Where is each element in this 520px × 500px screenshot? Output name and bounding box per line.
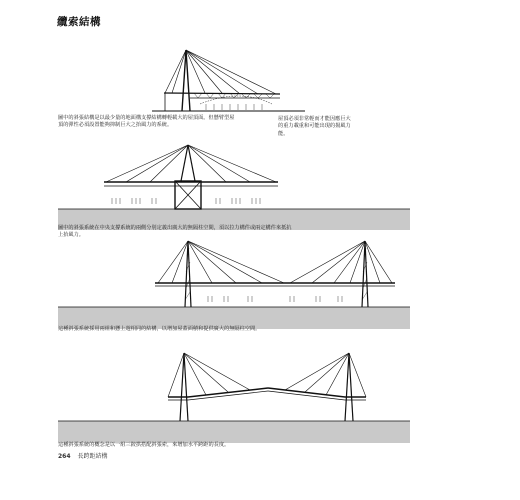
figure-2 <box>58 145 410 230</box>
page-title: 纜索結構 <box>57 16 101 28</box>
caption-3: 這種斜張系統採用兩組和懸上遊相同的結構，以增加屋蓋面積和提供廣大的無隔柱空間。 <box>58 326 261 332</box>
figure-3 <box>58 241 410 329</box>
caption-4: 這種斜張系統的概念是以一組三鉸拱搭配斜張索，來增加水平跨距的長度。 <box>58 442 230 448</box>
page-footer <box>58 451 107 460</box>
caption-1: 圖中的斜張結構是以最少量的地面構支撐結構轉輕載大的屋頂面。但懸臂型屋頂的彈性必須設置能夠抑制巨大之抬風力的系統。 <box>58 115 235 129</box>
page-number: 264 <box>58 453 71 460</box>
figure-4 <box>58 353 410 443</box>
section-name: 長跨距結構 <box>77 453 108 460</box>
caption-1-note: 屋頂必須非常輕而才能因應巨大的重力載重和可能出現的揚風力能。 <box>278 116 351 137</box>
caption-2: 圖中的斜張系統在中央支撐系統的兩側分別定義出廣大的無隔柱空間，須以拉力構件或兩定構件來抵抗上抬風力。 <box>58 225 292 239</box>
figure-1 <box>152 50 305 111</box>
